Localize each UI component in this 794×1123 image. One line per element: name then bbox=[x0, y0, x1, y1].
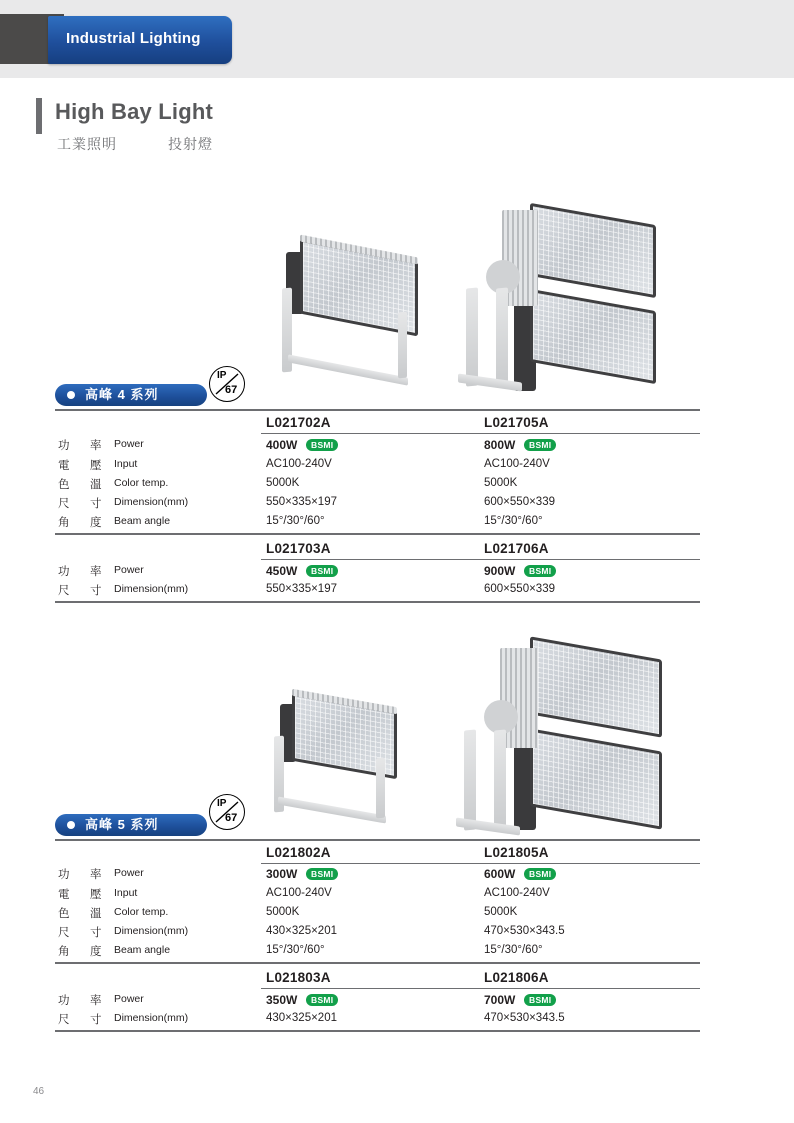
label-dimension2-en: Dimension(mm) bbox=[114, 583, 189, 595]
product-image-l021702a bbox=[270, 240, 450, 400]
label-input-cn-1: 電 bbox=[58, 460, 70, 472]
value-input-l021802a: AC100-240V bbox=[266, 887, 332, 899]
label-power4-en: Power bbox=[114, 993, 144, 1005]
value-power-l021706a: 900W bbox=[484, 564, 516, 578]
label-dimension3-cn-2: 寸 bbox=[90, 927, 102, 939]
model-l021802a: L021802A bbox=[266, 845, 331, 860]
page-subtitle-right: 投射燈 bbox=[168, 136, 213, 152]
bsmi-badge-l021703a: BSMI bbox=[306, 565, 338, 577]
product-image-l021805a bbox=[448, 638, 688, 848]
model-l021806a: L021806A bbox=[484, 970, 549, 985]
value-power-l021703a: 450W bbox=[266, 564, 298, 578]
value-beam-l021702a: 15°/30°/60° bbox=[266, 515, 325, 527]
label-power2-cn-1: 功 bbox=[58, 566, 70, 578]
header-category-label: Industrial Lighting bbox=[66, 30, 201, 47]
value-dimension-l021705a: 600×550×339 bbox=[484, 496, 555, 508]
series-bullet-icon-2 bbox=[67, 821, 75, 829]
label-beam3-cn-1: 角 bbox=[58, 946, 70, 958]
label-input-en: Input bbox=[114, 458, 138, 470]
label-dimension3-cn-1: 尺 bbox=[58, 927, 70, 939]
model-l021803a: L021803A bbox=[266, 970, 331, 985]
section2-mid-rule bbox=[55, 962, 700, 964]
value-colortemp-l021702a: 5000K bbox=[266, 477, 300, 489]
value-beam-l021802a: 15°/30°/60° bbox=[266, 944, 325, 956]
label-beam-en: Beam angle bbox=[114, 515, 171, 527]
label-power3-cn-2: 率 bbox=[90, 869, 102, 881]
series-label: 高峰 4 系列 bbox=[85, 387, 159, 402]
label-input-cn-2: 壓 bbox=[90, 460, 102, 472]
model-l021705a: L021705A bbox=[484, 415, 549, 430]
value-dimension-l021703a: 550×335×197 bbox=[266, 583, 337, 595]
value-dimension-l021802a: 430×325×201 bbox=[266, 925, 337, 937]
section1-mid-rule bbox=[55, 533, 700, 535]
label-power-en: Power bbox=[114, 438, 144, 450]
model-l021706a: L021706A bbox=[484, 541, 549, 556]
label-beam3-cn-2: 度 bbox=[90, 946, 102, 958]
ip-label-2: IP bbox=[217, 798, 227, 809]
bsmi-badge-l021805a: BSMI bbox=[524, 868, 556, 880]
label-input3-cn-2: 壓 bbox=[90, 889, 102, 901]
label-beam-cn-2: 度 bbox=[90, 517, 102, 529]
label-dimension2-cn-2: 寸 bbox=[90, 585, 102, 597]
section1-bottom-rule bbox=[55, 601, 700, 603]
label-colortemp3-cn-1: 色 bbox=[58, 908, 70, 920]
value-power-l021806a: 700W bbox=[484, 993, 516, 1007]
label-input3-cn-1: 電 bbox=[58, 889, 70, 901]
section1-block2-rule bbox=[261, 559, 700, 560]
value-power-l021803a: 350W bbox=[266, 993, 298, 1007]
section1-head-rule bbox=[261, 433, 700, 434]
value-dimension-l021706a: 600×550×339 bbox=[484, 583, 555, 595]
page-subtitle-left: 工業照明 bbox=[57, 136, 117, 152]
section2-bottom-rule bbox=[55, 1030, 700, 1032]
value-dimension-l021702a: 550×335×197 bbox=[266, 496, 337, 508]
value-dimension-l021803a: 430×325×201 bbox=[266, 1012, 337, 1024]
value-power-l021702a: 400W bbox=[266, 438, 298, 452]
value-power-l021705a: 800W bbox=[484, 438, 516, 452]
label-colortemp3-en: Color temp. bbox=[114, 906, 169, 918]
label-colortemp3-cn-2: 溫 bbox=[90, 908, 102, 920]
label-beam3-en: Beam angle bbox=[114, 944, 171, 956]
label-power-cn-1: 功 bbox=[58, 440, 70, 452]
value-input-l021805a: AC100-240V bbox=[484, 887, 550, 899]
label-beam-cn-1: 角 bbox=[58, 517, 70, 529]
label-dimension4-cn-1: 尺 bbox=[58, 1014, 70, 1026]
page-number: 46 bbox=[33, 1086, 45, 1097]
label-power3-cn-1: 功 bbox=[58, 869, 70, 881]
model-l021702a: L021702A bbox=[266, 415, 331, 430]
label-dimension-cn-2: 寸 bbox=[90, 498, 102, 510]
label-dimension4-en: Dimension(mm) bbox=[114, 1012, 189, 1024]
bsmi-badge-l021705a: BSMI bbox=[524, 439, 556, 451]
series-tag-gaofeng-5 bbox=[55, 814, 207, 836]
bsmi-badge-l021803a: BSMI bbox=[306, 994, 338, 1006]
value-beam-l021705a: 15°/30°/60° bbox=[484, 515, 543, 527]
label-dimension2-cn-1: 尺 bbox=[58, 585, 70, 597]
model-l021805a: L021805A bbox=[484, 845, 549, 860]
series-label-2: 高峰 5 系列 bbox=[85, 817, 159, 832]
page-title-accent-bar bbox=[36, 98, 42, 134]
section2-head-rule bbox=[261, 863, 700, 864]
label-dimension-en: Dimension(mm) bbox=[114, 496, 189, 508]
value-dimension-l021805a: 470×530×343.5 bbox=[484, 925, 565, 937]
product-image-l021705a bbox=[452, 196, 682, 401]
label-colortemp-en: Color temp. bbox=[114, 477, 169, 489]
label-dimension4-cn-2: 寸 bbox=[90, 1014, 102, 1026]
value-power-l021802a: 300W bbox=[266, 867, 298, 881]
label-power4-cn-2: 率 bbox=[90, 995, 102, 1007]
ip-rating-badge-1 bbox=[209, 366, 245, 402]
value-input-l021705a: AC100-240V bbox=[484, 458, 550, 470]
value-colortemp-l021705a: 5000K bbox=[484, 477, 518, 489]
ip-value: 67 bbox=[225, 384, 238, 396]
value-colortemp-l021805a: 5000K bbox=[484, 906, 518, 918]
product-image-l021802a bbox=[252, 690, 432, 840]
section1-top-rule bbox=[55, 409, 700, 411]
value-input-l021702a: AC100-240V bbox=[266, 458, 332, 470]
value-colortemp-l021802a: 5000K bbox=[266, 906, 300, 918]
label-colortemp-cn-1: 色 bbox=[58, 479, 70, 491]
label-input3-en: Input bbox=[114, 887, 138, 899]
label-dimension-cn-1: 尺 bbox=[58, 498, 70, 510]
section2-top-rule bbox=[55, 839, 700, 841]
label-power2-en: Power bbox=[114, 564, 144, 576]
model-l021703a: L021703A bbox=[266, 541, 331, 556]
header-category-tab bbox=[48, 16, 232, 64]
ip-rating-badge-2 bbox=[209, 794, 245, 830]
label-power3-en: Power bbox=[114, 867, 144, 879]
page-title: High Bay Light bbox=[55, 99, 214, 124]
label-power-cn-2: 率 bbox=[90, 440, 102, 452]
value-beam-l021805a: 15°/30°/60° bbox=[484, 944, 543, 956]
label-dimension3-en: Dimension(mm) bbox=[114, 925, 189, 937]
label-power2-cn-2: 率 bbox=[90, 566, 102, 578]
label-power4-cn-1: 功 bbox=[58, 995, 70, 1007]
bsmi-badge-l021702a: BSMI bbox=[306, 439, 338, 451]
value-power-l021805a: 600W bbox=[484, 867, 516, 881]
series-tag-gaofeng-4 bbox=[55, 384, 207, 406]
bsmi-badge-l021802a: BSMI bbox=[306, 868, 338, 880]
bsmi-badge-l021706a: BSMI bbox=[524, 565, 556, 577]
bsmi-badge-l021806a: BSMI bbox=[524, 994, 556, 1006]
label-colortemp-cn-2: 溫 bbox=[90, 479, 102, 491]
value-dimension-l021806a: 470×530×343.5 bbox=[484, 1012, 565, 1024]
series-bullet-icon bbox=[67, 391, 75, 399]
ip-label: IP bbox=[217, 370, 227, 381]
section2-block2-rule bbox=[261, 988, 700, 989]
ip-value-2: 67 bbox=[225, 812, 238, 824]
